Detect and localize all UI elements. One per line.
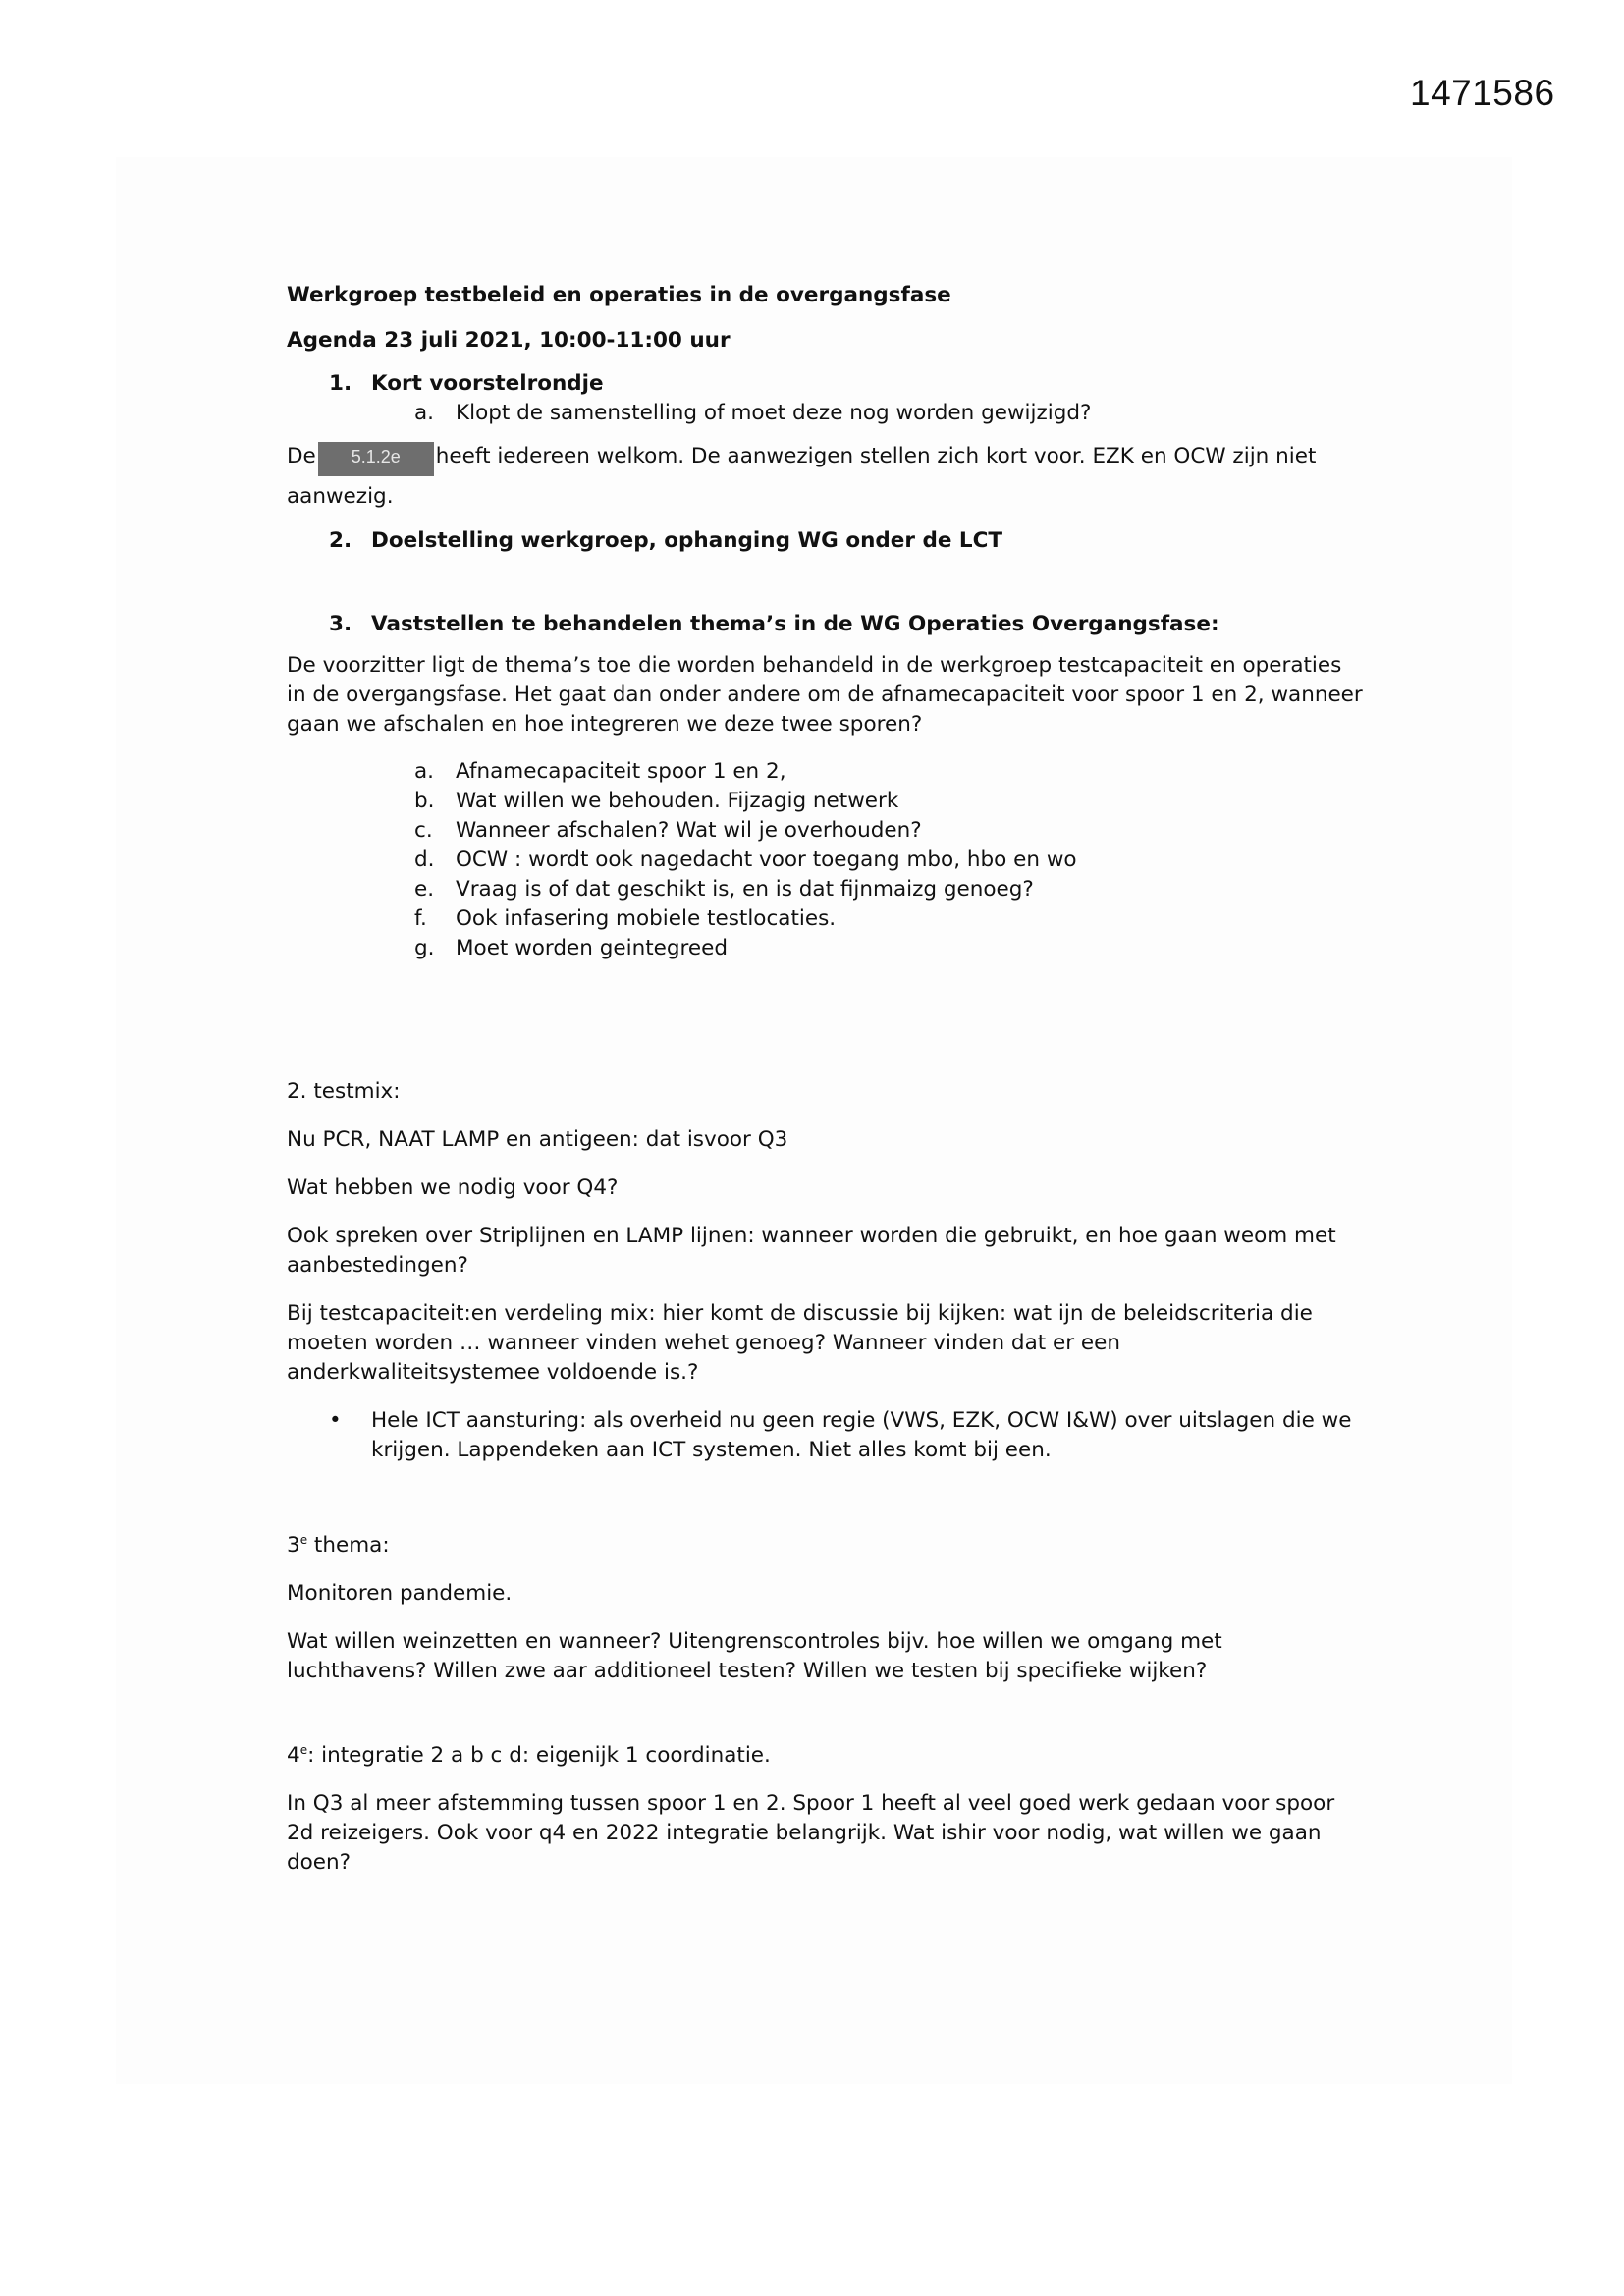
- list-item: c. Wanneer afschalen? Wat wil je overhouden?: [414, 818, 922, 843]
- testmix-paragraph: Bij testcapaciteit:en verdeling mix: hier komt de discussie bij kijken: wat ijn de beleidscriteria die moeten worden … wanneer vinden wehet genoeg? Wanneer vinden dat er een anderkwaliteitsystemee voldoende is.?: [287, 1301, 1313, 1385]
- bullet-icon: •: [329, 1408, 342, 1433]
- agenda-item-label: Kort voorstelrondje: [371, 371, 604, 396]
- thema-3-heading: 3e thema:: [287, 1533, 390, 1558]
- document-title: Werkgroep testbeleid en operaties in de overgangsfase: [287, 283, 951, 307]
- thema-4-paragraph: In Q3 al meer afstemming tussen spoor 1 en 2. Spoor 1 heeft al veel goed werk gedaan voor spoor 2d reizeigers. Ook voor q4 en 2022 integratie belangrijk. Wat ishir voor nodig, wat willen we gaan doen?: [287, 1791, 1335, 1875]
- thema-4-heading: 4e: integratie 2 a b c d: eigenijk 1 coordinatie.: [287, 1743, 771, 1768]
- document-id: 1471586: [1410, 73, 1555, 113]
- agenda-item-3: 3. Vaststellen te behandelen thema’s in de WG Operaties Overgangsfase:: [329, 612, 1219, 636]
- list-item: b. Wat willen we behouden. Fijzagig netwerk: [414, 789, 899, 813]
- document-body: [287, 281, 1367, 1878]
- testmix-paragraph: Ook spreken over Striplijnen en LAMP lijnen: wanneer worden die gebruikt, en hoe gaan weom met aanbestedingen?: [287, 1224, 1336, 1278]
- list-item: a. Afnamecapaciteit spoor 1 en 2,: [414, 759, 786, 784]
- list-item: g. Moet worden geintegreed: [414, 936, 728, 960]
- testmix-paragraph: Wat hebben we nodig voor Q4?: [287, 1175, 619, 1200]
- list-item: f. Ook infasering mobiele testlocaties.: [414, 906, 837, 931]
- bullet-item: • Hele ICT aansturing: als overheid nu geen regie (VWS, EZK, OCW I&W) over uitslagen die we krijgen. Lappendeken aan ICT systemen. Niet alles komt bij een.: [329, 1408, 1352, 1462]
- item-3-intro: De voorzitter ligt de thema’s toe die worden behandeld in de werkgroep testcapaciteit en operaties in de overgangsfase. Het gaat dan onder andere om de afnamecapaciteit voor spoor 1 en 2, wanneer gaan we afschalen en hoe integreren we deze twee sporen?: [287, 653, 1363, 737]
- list-item: e. Vraag is of dat geschikt is, en is dat fijnmaizg genoeg?: [414, 877, 1034, 902]
- list-item: d. OCW : wordt ook nagedacht voor toegang mbo, hbo en wo: [414, 847, 1077, 872]
- list-item: a. Klopt de samenstelling of moet deze nog worden gewijzigd?: [414, 401, 1092, 425]
- agenda-item-2: 2. Doelstelling werkgroep, ophanging WG onder de LCT: [329, 528, 1003, 553]
- redaction-box: 5.1.2e: [318, 442, 434, 476]
- agenda-item-1-sublist: [287, 399, 1367, 428]
- agenda-date: Agenda 23 juli 2021, 10:00-11:00 uur: [287, 328, 731, 353]
- agenda-item-3-sublist: [287, 757, 1367, 963]
- testmix-heading: 2. testmix:: [287, 1079, 401, 1104]
- welcome-paragraph: De 5.1.2e heeft iedereen welkom. De aanwezigen stellen zich kort voor. EZK en OCW zijn niet aanwezig.: [287, 444, 1317, 509]
- testmix-paragraph: Nu PCR, NAAT LAMP en antigeen: dat isvoor Q3: [287, 1127, 788, 1152]
- agenda-item-1: [287, 369, 1367, 399]
- thema-3-paragraph: Wat willen weinzetten en wanneer? Uitengrenscontroles bijv. hoe willen we omgang met luchthavens? Willen zwe aar additioneel testen? Willen we testen bij specifieke wijken?: [287, 1629, 1222, 1683]
- agenda-item-number: 1.: [329, 371, 352, 396]
- thema-3-paragraph: Monitoren pandemie.: [287, 1581, 513, 1606]
